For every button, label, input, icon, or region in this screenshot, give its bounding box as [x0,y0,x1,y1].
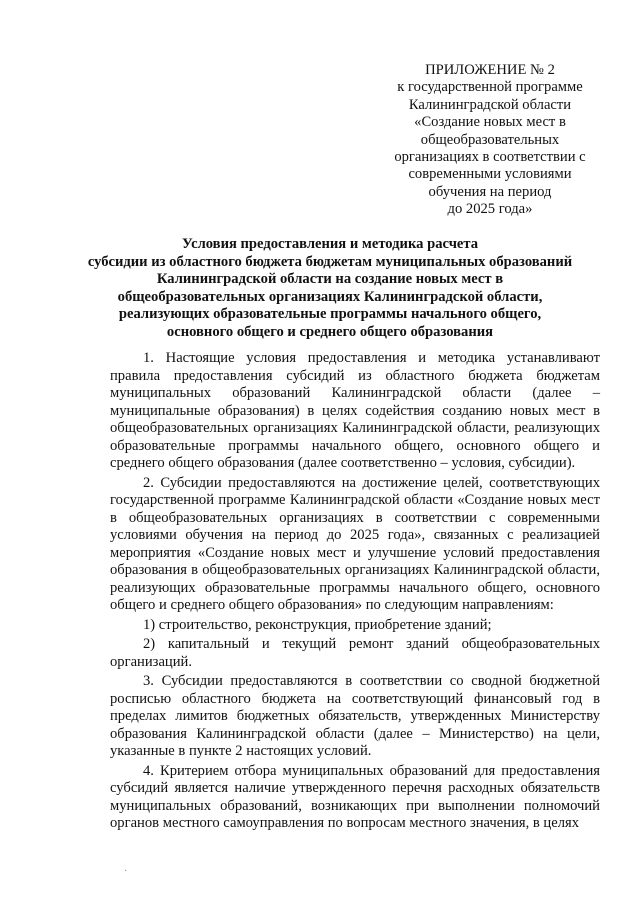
title-line: основного общего и среднего общего образования [166,323,494,340]
list-item-1: 1) строительство, реконструкция, приобретение зданий; [143,616,492,633]
appendix-line: ПРИЛОЖЕНИЕ № 2 [425,62,555,78]
paragraph-4: 4. Критерием отбора муниципальных образований для предоставления субсидий является наличие утвержденного перечня расходных обязательств муниципальных образований, возникающих при выполнении полномочий органов местного самоуправления по вопросам местного значения, в целях [110,762,600,831]
appendix-line: «Создание новых мест в [414,114,566,131]
title-line: Калининградской области на создание новых мест в [156,271,504,288]
appendix-line: общеобразовательных [420,131,560,148]
title-line: реализующих образовательные программы начального общего, [118,306,542,323]
appendix-line: организациях в соответствии с [394,149,586,166]
paragraph-3: 3. Субсидии предоставляются в соответствии со сводной бюджетной росписью областного бюджета на соответствующий финансовый год в пределах лимитов бюджетных обязательств, утвержденных Министерству образования Калининградской области (далее – Министерство) на цели, указанные в пункте 2 настоящих условий. [110,673,600,759]
title-line: Условия предоставления и методика расчета [181,236,479,252]
paragraph-1: 1. Настоящие условия предоставления и методика устанавливают правила предоставления субсидий из областного бюджета бюджетам муниципальных образований Калининградской области (далее – муниципальные образования) в целях содействия созданию новых мест в общеобразовательных организациях Калининградской области, реализующих образовательные программы начального общего, основного общего и среднего общего образования (далее соответственно – условия, субсидии). [110,350,600,471]
appendix-line: к государственной программе [397,79,583,96]
appendix-line: до 2025 года» [447,201,533,218]
appendix-header [385,62,595,219]
appendix-line: Калининградской области [408,96,572,113]
appendix-line: обучения на период [428,183,552,200]
title-line: субсидии из областного бюджета бюджетам муниципальных образований [87,253,573,270]
appendix-line: современными условиями [408,166,572,183]
list-item-2: 2) капитальный и текущий ремонт зданий общеобразовательных организаций. [110,636,600,670]
document-body [110,350,600,835]
document-title [60,236,600,342]
paragraph-2: 2. Субсидии предоставляются на достижение целей, соответствующих государственной программе Калининградской области «Создание новых мест в общеобразовательных организациях в соответствии с современными условиями обучения на период до 2025 года», связанных с реализацией мероприятия «Создание новых мест и улучшение условий предоставления образования в общеобразовательных организациях Калининградской области, реализующих образовательные программы начального общего, основного общего и среднего общего образования» по следующим направлениям: [110,474,600,613]
scan-dot: · [124,866,128,877]
title-line: общеобразовательных организациях Калининградской области, [117,288,543,305]
